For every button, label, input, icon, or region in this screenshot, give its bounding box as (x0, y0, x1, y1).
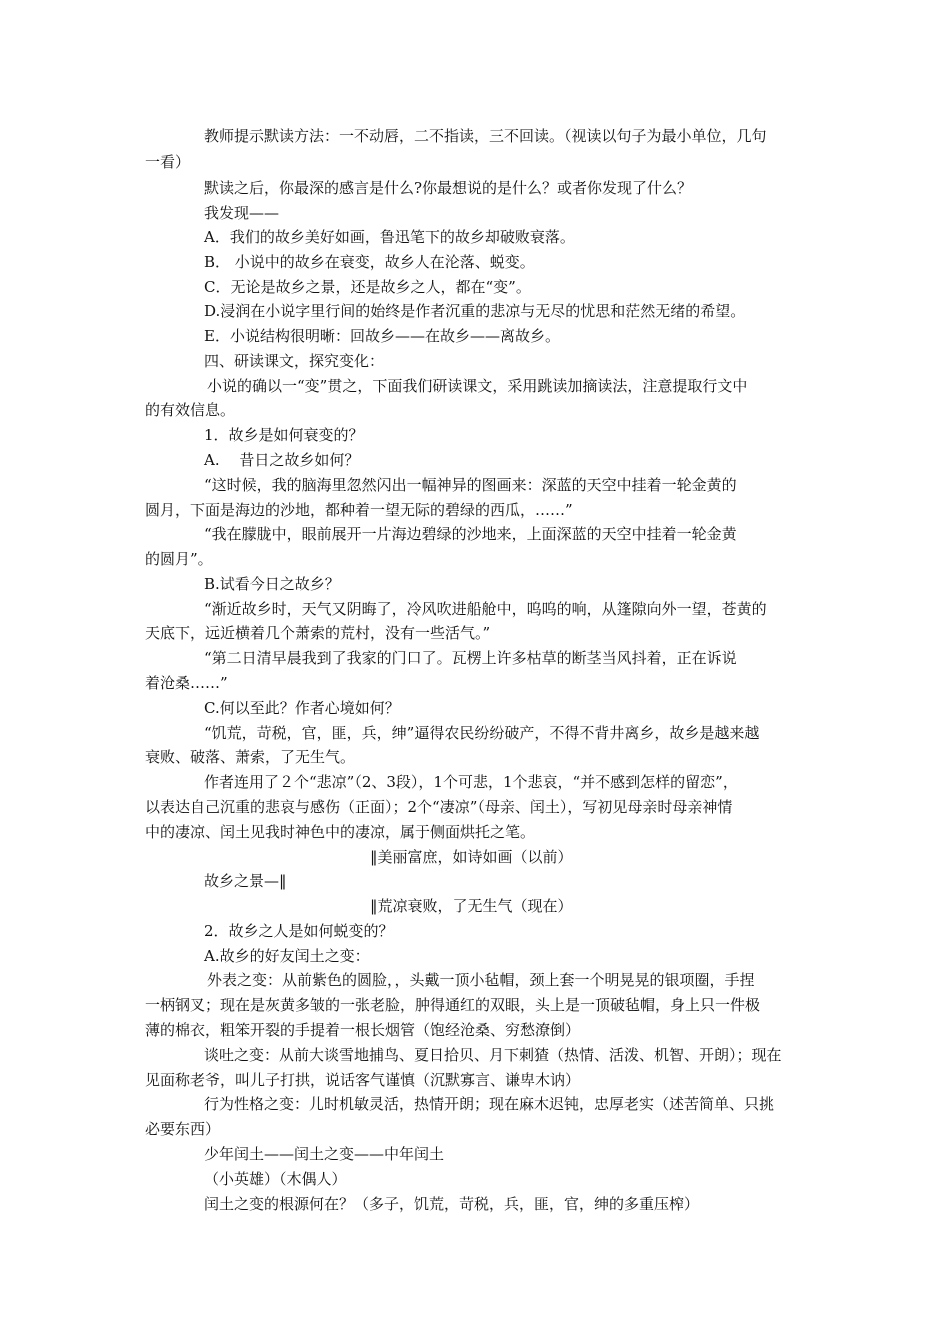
subheading: B.试看今日之故乡？ (204, 575, 340, 593)
subheading: C.何以至此？作者心境如何？ (204, 699, 400, 717)
diagram-root: 故乡之景—‖ (204, 872, 287, 890)
text-line: 一柄钢叉；现在是灰黄多皱的一张老脸，肿得通红的双眼，头上是一顶破毡帽，身上只一件极 (145, 996, 761, 1014)
list-item: E．小说结构很明晰：回故乡——在故乡——离故乡。 (204, 327, 560, 345)
diagram-branch-past: ‖美丽富庶，如诗如画（以前） (370, 848, 573, 866)
diagram-branch-present: ‖荒凉衰败，了无生气（现在） (370, 897, 573, 915)
subheading: A.故乡的好友闰土之变： (204, 947, 370, 965)
text-line: 必要东西） (145, 1120, 221, 1138)
text-line: 默读之后，你最深的感言是什么?你最想说的是什么？或者你发现了什么？ (204, 179, 693, 197)
subheading: 2．故乡之人是如何蜕变的？ (204, 922, 394, 940)
quote-line: 圆月，下面是海边的沙地，都种着一望无际的碧绿的西瓜，……” (145, 501, 573, 519)
subheading: 1．故乡是如何衰变的？ (204, 426, 364, 444)
text-line: “饥荒，苛税，官，匪，兵，绅”逼得农民纷纷破产，不得不背井离乡，故乡是越来越 (204, 724, 760, 742)
quote-line: “这时候，我的脑海里忽然闪出一幅神异的图画来：深蓝的天空中挂着一轮金黄的 (204, 476, 737, 494)
section-heading: 四、研读课文，探究变化： (204, 352, 385, 370)
text-line: 作者连用了２个“悲凉”（2、3段），1个可悲，1个悲哀，“并不感到怎样的留恋”， (204, 773, 738, 791)
text-line: 谈吐之变：从前大谈雪地捕鸟、夏日拾贝、月下刺猹（热情、活泼、机智、开朗）；现在 (204, 1046, 782, 1064)
quote-line: 天底下，远近横着几个萧索的荒村，没有一些活气。” (145, 624, 491, 642)
text-line: 以表达自己沉重的悲哀与感伤（正面）；2个“凄凉”（母亲、闰土），写初见母亲时母亲神情 (145, 798, 733, 816)
list-item: A．我们的故乡美好如画，鲁迅笔下的故乡却破败衰落。 (204, 228, 575, 246)
quote-line: “第二日清早晨我到了我家的门口了。瓦楞上许多枯草的断茎当风抖着，正在诉说 (204, 649, 737, 667)
text-line: 薄的棉衣，粗笨开裂的手提着一根长烟管（饱经沧桑、穷愁潦倒） (145, 1021, 581, 1039)
text-line: 衰败、破落、萧索，了无生气。 (145, 748, 356, 766)
text-line: 外表之变：从前紫色的圆脸，，头戴一顶小毡帽，颈上套一个明晃晃的银项圈，手捏 (207, 971, 755, 989)
text-line: 的有效信息。 (145, 401, 236, 419)
text-line: 行为性格之变：儿时机敏灵活，热情开朗；现在麻木迟钝，忠厚老实（述苦简单、只挑 (204, 1095, 775, 1113)
quote-line: 的圆月”。 (145, 550, 213, 568)
text-line: 一看） (145, 153, 191, 171)
text-line: 我发现—— (204, 204, 280, 222)
quote-line: “我在朦胧中，眼前展开一片海边碧绿的沙地来，上面深蓝的天空中挂着一轮金黄 (204, 525, 737, 543)
text-line: 少年闰土——闰土之变——中年闰土 (204, 1145, 445, 1163)
subheading: A. 昔日之故乡如何？ (204, 451, 360, 469)
text-line: 见面称老爷，叫儿子打拱，说话客气谨慎（沉默寡言、谦卑木讷） (145, 1071, 581, 1089)
list-item: C．无论是故乡之景，还是故乡之人，都在“变”。 (204, 278, 531, 296)
list-item: D.浸润在小说字里行间的始终是作者沉重的悲凉与无尽的忧思和茫然无绪的希望。 (204, 302, 746, 320)
quote-line: “渐近故乡时，天气又阴晦了，冷风吹进船舱中，呜呜的响，从篷隙向外一望，苍黄的 (204, 600, 767, 618)
text-line: 中的凄凉、闰土见我时神色中的凄凉，属于侧面烘托之笔。 (145, 823, 536, 841)
list-item: B． 小说中的故乡在衰变，故乡人在沦落、蜕变。 (204, 253, 535, 271)
text-line: 教师提示默读方法：一不动唇，二不指读，三不回读。（视读以句子为最小单位，几句 (204, 127, 767, 145)
text-line: 小说的确以一“变”贯之，下面我们研读课文，采用跳读加摘读法，注意提取行文中 (207, 377, 748, 395)
text-line: （小英雄）（木偶人） (204, 1170, 347, 1188)
text-line: 闰土之变的根源何在？（多子，饥荒，苛税，兵，匪，官，绅的多重压榨） (204, 1195, 700, 1213)
quote-line: 着沧桑……” (145, 674, 228, 692)
